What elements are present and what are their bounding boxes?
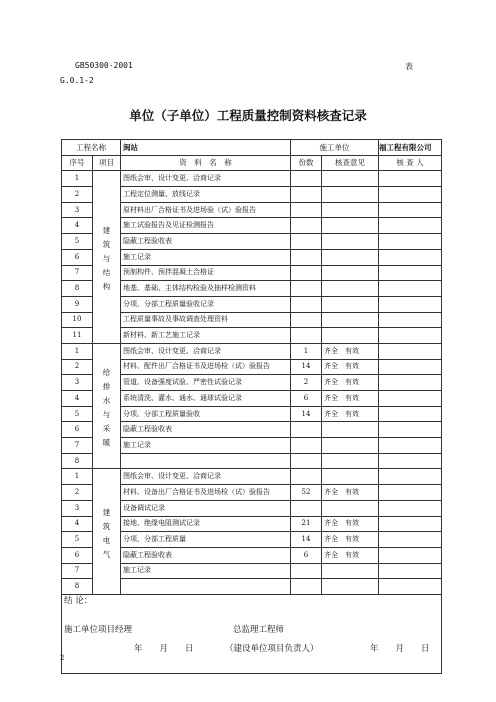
material-name: 原材料出厂合格证书及进场验（试）验报告	[121, 202, 291, 218]
checker-cell	[379, 234, 442, 250]
check-opinion: 齐全 有效	[322, 391, 379, 407]
check-opinion	[322, 422, 379, 438]
copies-count: 21	[291, 516, 322, 532]
copies-count	[291, 187, 322, 203]
checker-cell	[379, 296, 442, 312]
material-name: 隐蔽工程验收表	[121, 422, 291, 438]
contractor-pm-label: 施工单位项目经理	[64, 624, 133, 635]
material-name: 隐蔽工程验收表	[121, 234, 291, 250]
copies-count	[291, 563, 322, 579]
material-name	[121, 453, 291, 469]
material-name: 预制构件、预拌混凝土合格证	[121, 265, 291, 281]
row-number: 6	[62, 547, 93, 563]
material-name: 施工记录	[121, 438, 291, 454]
row-number: 1	[62, 171, 93, 187]
date-right: 年 月 日	[370, 643, 430, 654]
checker-cell	[379, 249, 442, 265]
copies-count: 6	[291, 547, 322, 563]
copies-count	[291, 265, 322, 281]
row-number: 2	[62, 359, 93, 375]
material-name: 隐蔽工程验收表	[121, 547, 291, 563]
checker-cell	[379, 328, 442, 344]
page-title: 单位（子单位）工程质量控制资料核查记录	[129, 108, 367, 123]
row-number: 6	[62, 249, 93, 265]
category-label	[93, 343, 121, 469]
checker-cell	[379, 438, 442, 454]
check-opinion	[322, 281, 379, 297]
copies-count: 6	[291, 391, 322, 407]
standard-code: GB50300-2001	[75, 61, 133, 70]
row-number: 5	[62, 406, 93, 422]
material-name: 分项、分部工程质量验收	[121, 406, 291, 422]
construction-unit-label: 施工单位	[291, 140, 379, 156]
check-opinion	[322, 469, 379, 485]
row-number: 4	[62, 218, 93, 234]
col-opinion: 核查意见	[322, 155, 379, 171]
row-number: 4	[62, 516, 93, 532]
material-name: 工程定位测量、放线记录	[121, 187, 291, 203]
checker-cell	[379, 563, 442, 579]
table-row	[62, 171, 442, 187]
material-name: 图纸会审、设计变更、洽商记录	[121, 171, 291, 187]
check-opinion	[322, 453, 379, 469]
check-opinion	[322, 328, 379, 344]
check-opinion: 齐全 有效	[322, 343, 379, 359]
checker-cell	[379, 547, 442, 563]
footer-row	[62, 594, 442, 673]
check-opinion	[322, 296, 379, 312]
row-number: 2	[62, 187, 93, 203]
copies-count	[291, 234, 322, 250]
check-opinion: 齐全 有效	[322, 485, 379, 501]
col-material: 资 料 名 称	[121, 155, 291, 171]
checker-cell	[379, 343, 442, 359]
checker-cell	[379, 453, 442, 469]
category-char: 电	[102, 535, 111, 545]
footer-cell	[62, 594, 442, 673]
material-name: 系统清洗、灌水、通水、通球试验记录	[121, 391, 291, 407]
category-char: 建	[102, 226, 111, 236]
category-char: 结	[102, 268, 111, 278]
category-char: 构	[102, 282, 111, 292]
copies-count	[291, 281, 322, 297]
category-char: 采	[102, 424, 111, 434]
row-number: 8	[62, 453, 93, 469]
check-opinion: 齐全 有效	[322, 375, 379, 391]
copies-count	[291, 328, 322, 344]
check-opinion	[322, 265, 379, 281]
material-name	[121, 579, 291, 595]
copies-count: 14	[291, 532, 322, 548]
col-checker: 核 查 人	[379, 155, 442, 171]
checker-cell	[379, 500, 442, 516]
checker-cell	[379, 391, 442, 407]
checker-cell	[379, 281, 442, 297]
copies-count: 1	[291, 343, 322, 359]
material-name: 图纸会审、设计变更、洽商记录	[121, 469, 291, 485]
checker-cell	[379, 485, 442, 501]
row-number: 9	[62, 296, 93, 312]
check-opinion	[322, 579, 379, 595]
category-char: 给	[102, 368, 111, 378]
check-opinion	[322, 171, 379, 187]
category-char: 气	[102, 549, 111, 559]
copies-count	[291, 312, 322, 328]
row-number: 1	[62, 469, 93, 485]
copies-count	[291, 296, 322, 312]
row-number: 6	[62, 422, 93, 438]
checker-cell	[379, 187, 442, 203]
category-label	[93, 469, 121, 595]
checker-cell	[379, 516, 442, 532]
copies-count: 14	[291, 359, 322, 375]
copies-count: 52	[291, 485, 322, 501]
project-row	[62, 140, 442, 156]
material-name: 管道、设备强度试验、严密性试验记录	[121, 375, 291, 391]
checker-cell	[379, 406, 442, 422]
category-char: 筑	[102, 240, 111, 250]
supervisor-label: 总监理工程师	[233, 624, 285, 635]
check-opinion	[322, 187, 379, 203]
row-number: 4	[62, 391, 93, 407]
category-char: 暖	[102, 438, 111, 448]
copies-count: 14	[291, 406, 322, 422]
table-label: 表	[405, 62, 413, 71]
row-number: 1	[62, 343, 93, 359]
copies-count	[291, 249, 322, 265]
category-char: 排	[102, 382, 111, 392]
row-number: 3	[62, 202, 93, 218]
row-number: 5	[62, 234, 93, 250]
material-name: 材料、设备出厂合格证书及进场检（试）验报告	[121, 485, 291, 501]
owner-rep-label: （建设单位项目负责人）	[225, 643, 319, 654]
row-number: 3	[62, 500, 93, 516]
material-name: 地基、基础、主体结构检验及抽样检测资料	[121, 281, 291, 297]
material-name: 新材料、新工艺施工记录	[121, 328, 291, 344]
table-number: G.0.1-2	[60, 76, 94, 85]
category-char: 筑	[102, 521, 111, 531]
material-name: 材料、配件出厂合格证书及进场检（试）验报告	[121, 359, 291, 375]
check-opinion: 齐全 有效	[322, 406, 379, 422]
row-number: 11	[62, 328, 93, 344]
project-name-value: 闽站	[121, 140, 291, 156]
col-no: 序号	[62, 155, 93, 171]
date-left: 年 月 日	[134, 643, 194, 654]
checker-cell	[379, 359, 442, 375]
check-opinion	[322, 500, 379, 516]
material-name: 接地、绝缘电阻测试记录	[121, 516, 291, 532]
checker-cell	[379, 202, 442, 218]
copies-count	[291, 202, 322, 218]
row-number: 8	[62, 281, 93, 297]
page-number: 2	[60, 654, 65, 662]
checker-cell	[379, 532, 442, 548]
category-char: 建	[102, 507, 111, 517]
checker-cell	[379, 469, 442, 485]
project-name-label: 工程名称	[62, 140, 121, 156]
col-item: 项目	[93, 155, 121, 171]
copies-count	[291, 579, 322, 595]
material-name: 工程质量事故及事故调查处理资料	[121, 312, 291, 328]
material-name: 施工记录	[121, 563, 291, 579]
copies-count	[291, 171, 322, 187]
checker-cell	[379, 218, 442, 234]
check-opinion	[322, 218, 379, 234]
material-name: 分项、分部工程质量验收记录	[121, 296, 291, 312]
check-opinion	[322, 249, 379, 265]
table-row	[62, 343, 442, 359]
copies-count	[291, 453, 322, 469]
row-number: 7	[62, 265, 93, 281]
check-opinion: 齐全 有效	[322, 532, 379, 548]
check-opinion	[322, 312, 379, 328]
material-name: 分项、分部工程质量	[121, 532, 291, 548]
copies-count	[291, 500, 322, 516]
category-char: 与	[102, 254, 111, 264]
material-name: 施工试验报告及见证检测报告	[121, 218, 291, 234]
check-opinion: 齐全 有效	[322, 516, 379, 532]
checker-cell	[379, 422, 442, 438]
row-number: 7	[62, 563, 93, 579]
copies-count	[291, 218, 322, 234]
check-opinion: 齐全 有效	[322, 359, 379, 375]
checker-cell	[379, 312, 442, 328]
column-header-row	[62, 155, 442, 171]
row-number: 7	[62, 438, 93, 454]
checker-cell	[379, 375, 442, 391]
material-name: 施工记录	[121, 249, 291, 265]
row-number: 5	[62, 532, 93, 548]
check-opinion	[322, 202, 379, 218]
category-label	[93, 171, 121, 344]
row-number: 8	[62, 579, 93, 595]
row-number: 2	[62, 485, 93, 501]
check-opinion	[322, 563, 379, 579]
checker-cell	[379, 579, 442, 595]
check-opinion	[322, 438, 379, 454]
quality-control-table	[61, 139, 442, 674]
copies-count	[291, 469, 322, 485]
copies-count	[291, 422, 322, 438]
col-copies: 份数	[291, 155, 322, 171]
row-number: 10	[62, 312, 93, 328]
category-char: 与	[102, 410, 111, 420]
checker-cell	[379, 171, 442, 187]
material-name: 设备调试记录	[121, 500, 291, 516]
copies-count: 2	[291, 375, 322, 391]
copies-count	[291, 438, 322, 454]
material-name: 图纸会审、设计变更、洽商记录	[121, 343, 291, 359]
checker-cell	[379, 265, 442, 281]
check-opinion: 齐全 有效	[322, 547, 379, 563]
check-opinion	[322, 234, 379, 250]
table-row	[62, 469, 442, 485]
conclusion-label: 结 论：	[64, 595, 93, 606]
construction-unit-value: 福工程有限公司	[379, 140, 442, 156]
row-number: 3	[62, 375, 93, 391]
category-char: 水	[102, 396, 111, 406]
